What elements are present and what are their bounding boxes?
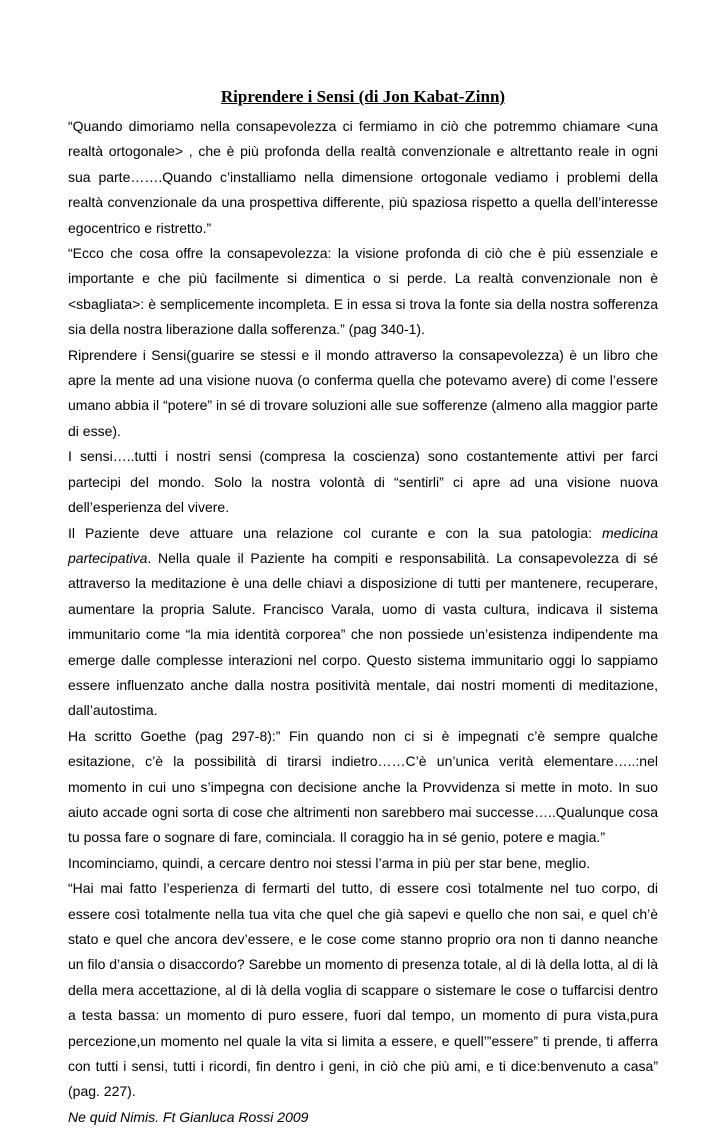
paragraph-text: Il Paziente deve attuare una relazione col curante e con la sua patologia: bbox=[68, 524, 602, 541]
paragraph-senses: I sensi…..tutti i nostri sensi (compresa la coscienza) sono costantemente attivi per farci partecipi del mondo. Solo la nostra volontà di “sentirli” ci apre ad una visione nuova dell’esperienza del vivere. bbox=[68, 448, 658, 516]
paragraph-quote-orthogonal-reality: “Quando dimoriamo nella consapevolezza ci fermiamo in ciò che potremmo chiamare <una realtà ortogonale> , che è più profonda della realtà convenzionale e altrettanto reale in ogni sua parte…….Quando c’installiamo nella dimensione ortogonale vediamo i problemi della realtà convenzionale da una prospettiva differente, più spaziosa rispetto a quella dell’interesse egocentrico e ristretto.” bbox=[68, 118, 658, 236]
document-title: Riprendere i Sensi (di Jon Kabat-Zinn) bbox=[220, 87, 506, 106]
paragraph-goethe-quote: Ha scritto Goethe (pag 297-8):” Fin quando non ci si è impegnati c’è sempre qualche esitazione, c’è la possibilità di tirarsi indietro……C’è un’unica verità elementare…..:nel momento in cui uno s’impegna con decisione anche la Provvidenza si mette in moto. In suo aiuto accade ogni sorta di cose che altrimenti non sarebbero mai successe…..Qualunque cosa tu possa fare o sognare di fare, cominciala. Il coraggio ha in sé genio, potere e magia.” bbox=[68, 727, 658, 846]
paragraph-participative-medicine bbox=[68, 521, 658, 724]
signature: Ne quid Nimis. Ft Gianluca Rossi 2009 bbox=[68, 1108, 309, 1125]
paragraph-presence-quote: “Hai mai fatto l’esperienza di fermarti del tutto, di essere così totalmente nel tuo corpo, di essere così totalmente nella tua vita che quel che già sapevi e quello che non sai, e quel ch’è stato e quel che ancora dev’essere, e le cose come stanno proprio ora non ti danno neanche un filo d’ansia o disaccordo? Sarebbe un momento di presenza totale, al di là della lotta, al di là della mera accettazione, al di là della voglia di scappare o sistemare le cose o tuffarcisi dentro a testa bassa: un momento di puro essere, fuori dal tempo, un momento di pura vista,pura percezione,un momento nel quale la vita si limita a essere, e quell’”essere” ti prende, ti afferra con tutti i sensi, tutti i ricordi, fin dentro i geni, in ciò che più ami, e ti dice:benvenuto a casa” (pag. 227). bbox=[68, 880, 658, 1100]
document-page bbox=[68, 84, 658, 1130]
paragraph-quote-mindfulness: “Ecco che cosa offre la consapevolezza: la visione profonda di ciò che è più essenziale e importante e che più facilmente si dimentica o si perde. La realtà convenzionale non è <sbagliata>: è semplicemente incompleta. E in essa si trova la fonte sia della nostra sofferenza sia della nostra liberazione dalla sofferenza.” (pag 340-1). bbox=[68, 245, 658, 338]
paragraph-book-description: Riprendere i Sensi(guarire se stessi e il mondo attraverso la consapevolezza) è un libro che apre la mente ad una visione nuova (o conferma quella che potevamo avere) di come l’essere umano abbia il “potere” in sé di trovare soluzioni alle sue sofferenze (almeno alla maggior parte di esse). bbox=[68, 346, 658, 439]
emphasis-medicina-partecipativa: medicina partecipativa bbox=[68, 524, 658, 566]
paragraph-incominciamo: Incominciamo, quindi, a cercare dentro noi stessi l’arma in più per star bene, meglio. bbox=[68, 854, 591, 871]
paragraph-text: . Nella quale il Paziente ha compiti e responsabilità. La consapevolezza di sé attraverso la meditazione è una delle chiavi a disposizione di tutti per mantenere, recuperare, aumentare la propria Salute. Francisco Varala, uomo di vasta cultura, indicava il sistema immunitario come “la mia identità corporea” che non possiede un’esistenza indipendente ma emerge dalle complesse interazioni nel corpo. Questo sistema immunitario oggi lo sappiamo essere influenzato anche dalla nostra positività mentale, dai nostri momenti di meditazione, dall’autostima. bbox=[68, 549, 658, 719]
